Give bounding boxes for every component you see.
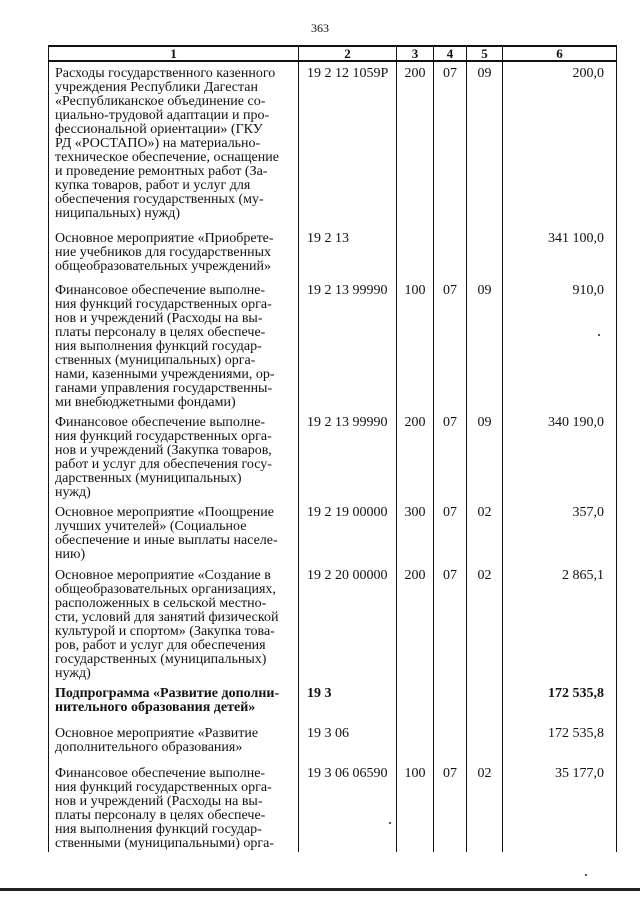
budget-table	[48, 45, 617, 852]
row-code: 19 3 06	[299, 722, 397, 762]
row-description	[49, 227, 299, 279]
description-line: нию)	[55, 547, 86, 562]
row-amount: 910,0	[503, 279, 617, 411]
description-line: нительного образования детей»	[55, 700, 256, 715]
row-amount: 2 865,1	[503, 564, 617, 682]
column-header-3: 3	[397, 46, 434, 61]
description-line: ние учебников для государственных	[55, 245, 272, 260]
row-column-5: 02	[467, 564, 503, 682]
row-column-3: 100	[397, 279, 434, 411]
description-line: «Республиканское объединение со-	[55, 94, 266, 109]
column-header-4: 4	[434, 46, 467, 61]
row-column-3: 300	[397, 501, 434, 564]
description-line: платы персоналу в целях обеспече-	[55, 808, 266, 823]
row-column-5: 02	[467, 762, 503, 852]
column-header-1: 1	[49, 46, 299, 61]
description-line: Основное мероприятие «Поощрение	[55, 505, 274, 520]
column-header-2: 2	[299, 46, 397, 61]
table-body	[49, 61, 617, 852]
row-column-4: 07	[434, 279, 467, 411]
description-line: ниципальных) нужд)	[55, 206, 180, 221]
description-line: нужд)	[55, 485, 91, 500]
table-row	[49, 411, 617, 501]
column-header-6: 6	[503, 46, 617, 61]
description-line: ния функций государственных орга-	[55, 297, 272, 312]
description-line: общеобразовательных учреждений»	[55, 259, 272, 274]
row-description	[49, 411, 299, 501]
row-amount: 341 100,0	[503, 227, 617, 279]
scan-speck	[585, 874, 587, 876]
scan-speck	[598, 334, 600, 336]
header-row	[49, 46, 617, 61]
table-row	[49, 762, 617, 852]
description-line: дополнительного образования»	[55, 740, 243, 755]
description-line: нами, казенными учреждениями, ор-	[55, 367, 275, 382]
description-line: циально-трудовой адаптации и про-	[55, 108, 270, 123]
description-line: платы персоналу в целях обеспече-	[55, 325, 266, 340]
description-line: купка товаров, работ и услуг для	[55, 178, 251, 193]
row-description	[49, 762, 299, 852]
description-line: ния выполнения функций государ-	[55, 339, 262, 354]
description-line: расположенных в сельской местно-	[55, 596, 267, 611]
row-column-3: 200	[397, 411, 434, 501]
table-row	[49, 564, 617, 682]
description-line: обеспечение и иные выплаты населе-	[55, 533, 278, 548]
description-line: ния функций государственных орга-	[55, 780, 272, 795]
row-column-3: 200	[397, 61, 434, 227]
scan-speck	[389, 822, 391, 824]
row-description	[49, 682, 299, 722]
row-column-3	[397, 227, 434, 279]
row-column-5	[467, 682, 503, 722]
description-line: ния выполнения функций государ-	[55, 822, 262, 837]
description-line: нов и учреждений (Расходы на вы-	[55, 311, 263, 326]
row-column-5: 09	[467, 411, 503, 501]
description-line: ров, работ и услуг для обеспечения	[55, 638, 266, 653]
table-row	[49, 227, 617, 279]
row-amount: 172 535,8	[503, 722, 617, 762]
row-code: 19 3	[299, 682, 397, 722]
description-line: техническое обеспечение, оснащение	[55, 150, 279, 165]
description-line: учреждения Республики Дагестан	[55, 80, 259, 95]
row-column-5	[467, 722, 503, 762]
row-description	[49, 564, 299, 682]
row-column-4	[434, 682, 467, 722]
table-row	[49, 61, 617, 227]
row-amount: 35 177,0	[503, 762, 617, 852]
row-column-3: 200	[397, 564, 434, 682]
description-line: фессиональной ориентации» (ГКУ	[55, 122, 263, 137]
description-line: лучших учителей» (Социальное	[55, 519, 247, 534]
row-column-4: 07	[434, 564, 467, 682]
row-column-3: 100	[397, 762, 434, 852]
description-line: Подпрограмма «Развитие дополни-	[55, 686, 280, 701]
row-column-4: 07	[434, 501, 467, 564]
description-line: работ и услуг для обеспечения госу-	[55, 457, 272, 472]
description-line: обеспечения государственных (му-	[55, 192, 264, 207]
description-line: ственных (муниципальных) орга-	[55, 353, 256, 368]
description-line: государственных (муниципальных)	[55, 652, 267, 667]
description-line: ственными (муниципальными) орга-	[55, 836, 275, 851]
description-line: Финансовое обеспечение выполне-	[55, 283, 266, 298]
table-row	[49, 279, 617, 411]
description-line: ганами управления государственны-	[55, 381, 273, 396]
description-line: сти, условий для занятий физической	[55, 610, 279, 625]
row-column-4: 07	[434, 411, 467, 501]
row-column-4: 07	[434, 61, 467, 227]
row-code: 19 2 13 99990	[299, 279, 397, 411]
row-code: 19 2 19 00000	[299, 501, 397, 564]
description-line: нужд)	[55, 666, 91, 681]
description-line: РД «РОСТАПО») на материально-	[55, 136, 261, 151]
row-column-4	[434, 227, 467, 279]
row-description	[49, 61, 299, 227]
row-description	[49, 501, 299, 564]
row-column-4: 07	[434, 762, 467, 852]
row-amount: 340 190,0	[503, 411, 617, 501]
description-line: Финансовое обеспечение выполне-	[55, 766, 266, 781]
description-line: общеобразовательных организациях,	[55, 582, 276, 597]
row-code: 19 2 13 99990	[299, 411, 397, 501]
row-column-5: 09	[467, 61, 503, 227]
page-bottom-rule	[0, 888, 640, 891]
row-amount: 172 535,8	[503, 682, 617, 722]
description-line: и проведение ремонтных работ (За-	[55, 164, 268, 179]
table-row	[49, 501, 617, 564]
row-amount: 200,0	[503, 61, 617, 227]
description-line: культурой и спортом» (Закупка това-	[55, 624, 275, 639]
description-line: дарственных (муниципальных)	[55, 471, 242, 486]
description-line: нов и учреждений (Расходы на вы-	[55, 794, 263, 809]
row-code: 19 2 20 00000	[299, 564, 397, 682]
description-line: нов и учреждений (Закупка товаров,	[55, 443, 272, 458]
row-column-5	[467, 227, 503, 279]
description-line: Основное мероприятие «Приобрете-	[55, 231, 274, 246]
row-column-3	[397, 722, 434, 762]
row-amount: 357,0	[503, 501, 617, 564]
row-description	[49, 722, 299, 762]
description-line: Расходы государственного казенного	[55, 66, 276, 81]
row-code: 19 3 06 06590	[299, 762, 397, 852]
row-code: 19 2 13	[299, 227, 397, 279]
page-number: 363	[311, 21, 329, 35]
row-column-5: 09	[467, 279, 503, 411]
description-line: Финансовое обеспечение выполне-	[55, 415, 266, 430]
description-line: Основное мероприятие «Развитие	[55, 726, 259, 741]
table-row	[49, 722, 617, 762]
row-description	[49, 279, 299, 411]
row-code: 19 2 12 1059Р	[299, 61, 397, 227]
column-header-5: 5	[467, 46, 503, 61]
row-column-4	[434, 722, 467, 762]
description-line: Основное мероприятие «Создание в	[55, 568, 271, 583]
table-row	[49, 682, 617, 722]
row-column-3	[397, 682, 434, 722]
row-column-5: 02	[467, 501, 503, 564]
description-line: ми внебюджетными фондами)	[55, 395, 236, 410]
description-line: ния функций государственных орга-	[55, 429, 272, 444]
